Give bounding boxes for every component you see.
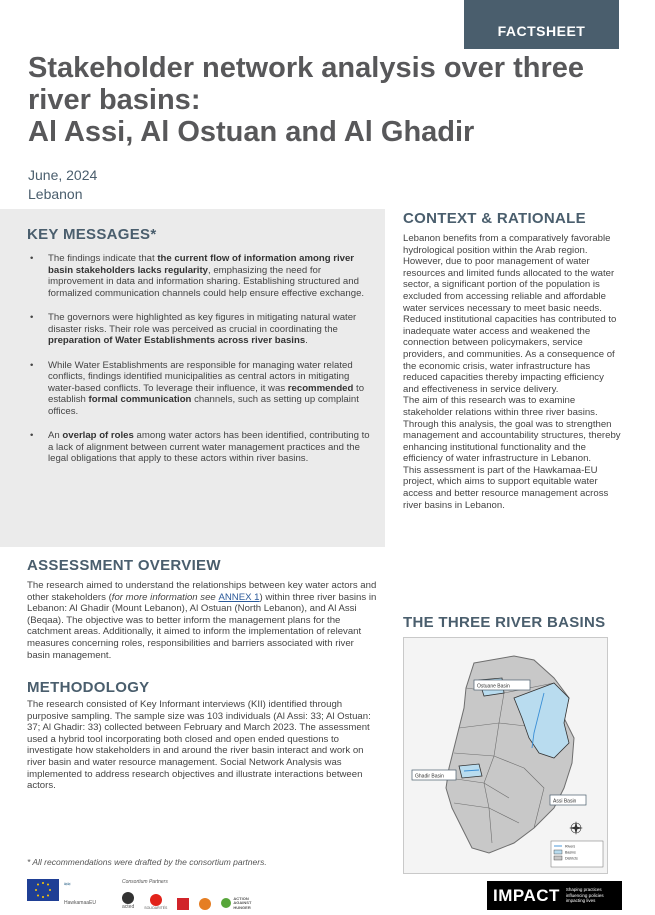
compass-icon [569, 821, 583, 835]
context-paragraph: This assessment is part of the Hawkamaa-EU project, which aims to support equitable water access and better resource management across river basins in Lebanon. [403, 464, 609, 511]
impact-logo [487, 881, 622, 910]
solidarites-logo: SOLIDARITÉS [144, 894, 167, 910]
assi-label: Assi Basin [553, 798, 577, 805]
ghadir-label: Ghadir Basin [415, 773, 444, 780]
hawkamaa-label: HawkamaaEU [64, 900, 96, 906]
impact-wordmark: IMPACT [493, 885, 560, 905]
methodology-title: METHODOLOGY [27, 679, 150, 696]
context-text [403, 233, 621, 511]
key-messages-title: KEY MESSAGES* [27, 226, 157, 243]
assessment-overview-text: The research aimed to understand the relationships between key water actors and other stakeholders (for more information see ANNEX 1) within three river basins in Lebanon: Al Ghadir (Mount Lebanon), Al Ostuan (North Lebanon), and Al Assi (Beqaa). The objective was to better inform the management plans for the catchment areas. Additionally, it aimed to inform the implementation of relevant measures concerning roles, responsibilities and barriers associated with river basin management. [27, 580, 377, 661]
footnote: * All recommendations were drafted by the consortium partners. [27, 857, 267, 867]
title-line-3: Al Assi, Al Ostuan and Al Ghadir [28, 116, 475, 148]
legend-basins: Basins [565, 850, 576, 855]
partner-logo-3 [177, 898, 189, 910]
country-label: Lebanon [28, 186, 83, 202]
key-message-item: • An overlap of roles among water actors has been identified, contributing to a lack of alignment between current water management practices and the legal obligations that apply to these actors within river basins. [30, 430, 370, 464]
river-basins-title: THE THREE RIVER BASINS [403, 614, 606, 631]
factsheet-badge: FACTSHEET [464, 0, 619, 49]
ostuan-label: Ostuane Basin [477, 683, 510, 690]
key-message-item: • The governors were highlighted as key figures in mitigating natural water disaster risks. Their role was perceived as crucial in coordinating the preparation of Water Establishments across river basins. [30, 312, 357, 346]
partner-logos [122, 888, 262, 910]
title-line-1: Stakeholder network analysis over three [28, 52, 585, 84]
key-messages-list [30, 253, 374, 478]
title-line-2: river basins: [28, 84, 201, 116]
annex-link[interactable]: ANNEX 1 [218, 591, 260, 603]
context-title: CONTEXT & RATIONALE [403, 210, 586, 227]
action-against-hunger-logo: ACTION AGAINST HUNGER [221, 897, 259, 911]
partner-logo-4 [199, 898, 211, 910]
context-paragraph: Lebanon benefits from a comparatively favorable hydrological position within the Arab region. However, due to poor management of water resources and limited funds allocated to the water sector, a significant portion of the population is excluded from accessing reliable and affordable water services necessary to meet basic needs. Reduced institutional capacities has contributed to inadequate water access and weakened the connection between policymakers, service providers, and communities. As a consequence of the economic crisis, water infrastructure has reduced capacities thereby impacting efficiency and effectiveness in service delivery. [403, 233, 617, 395]
hawkamaa-logo: ≈≈ [64, 882, 71, 888]
key-message-item: • The findings indicate that the current flow of information among river basin stakeholders lacks regularity, emphasizing the need for improvement in data and information sharing. Establishing structured and formalized communication channels could help ensure effective exchange. [30, 253, 365, 299]
eu-flag-logo [27, 879, 59, 901]
impact-tagline: Shaping practices influencing policies impacting lives [565, 887, 604, 904]
legend-rivers: Rivers [565, 844, 576, 849]
context-paragraph: The aim of this research was to examine stakeholder relations within three river basins. Through this analysis, the goal was to strengthen management and accountability structures, thereby enhancing institutional functionality and the efficiency of water infrastructure in Lebanon. [403, 395, 621, 465]
legend-districts: Districts [565, 856, 578, 861]
methodology-text: The research consisted of Key Informant interviews (KII) identified through purposive sampling. The sample size was 103 individuals (Al Assi: 33; Al Ostuan: 37; Al Ghadir: 33) collected between February and March 2023. The assessment used a hybrid tool incorporating both closed and open ended questions to investigate how stakeholders in and around the river basin interact and work on river basin and water resource management. Social Network Analysis was implemented to address research objectives and illustrate interactions between actors. [27, 699, 371, 792]
page-title [28, 52, 588, 148]
consortium-label: Consortium Partners [122, 879, 168, 885]
publication-date: June, 2024 [28, 167, 98, 183]
assessment-overview-title: ASSESSMENT OVERVIEW [27, 557, 221, 574]
acted-logo: acted [122, 892, 134, 910]
river-basins-map [403, 637, 608, 874]
map-svg [404, 638, 608, 874]
key-message-item: • While Water Establishments are responsible for managing water related conflicts, findings identified municipalities as central actors in mitigating water-based conflicts. To leverage their influence, it was recommended to establish formal communication channels, such as setting up complaint offices. [30, 359, 365, 417]
